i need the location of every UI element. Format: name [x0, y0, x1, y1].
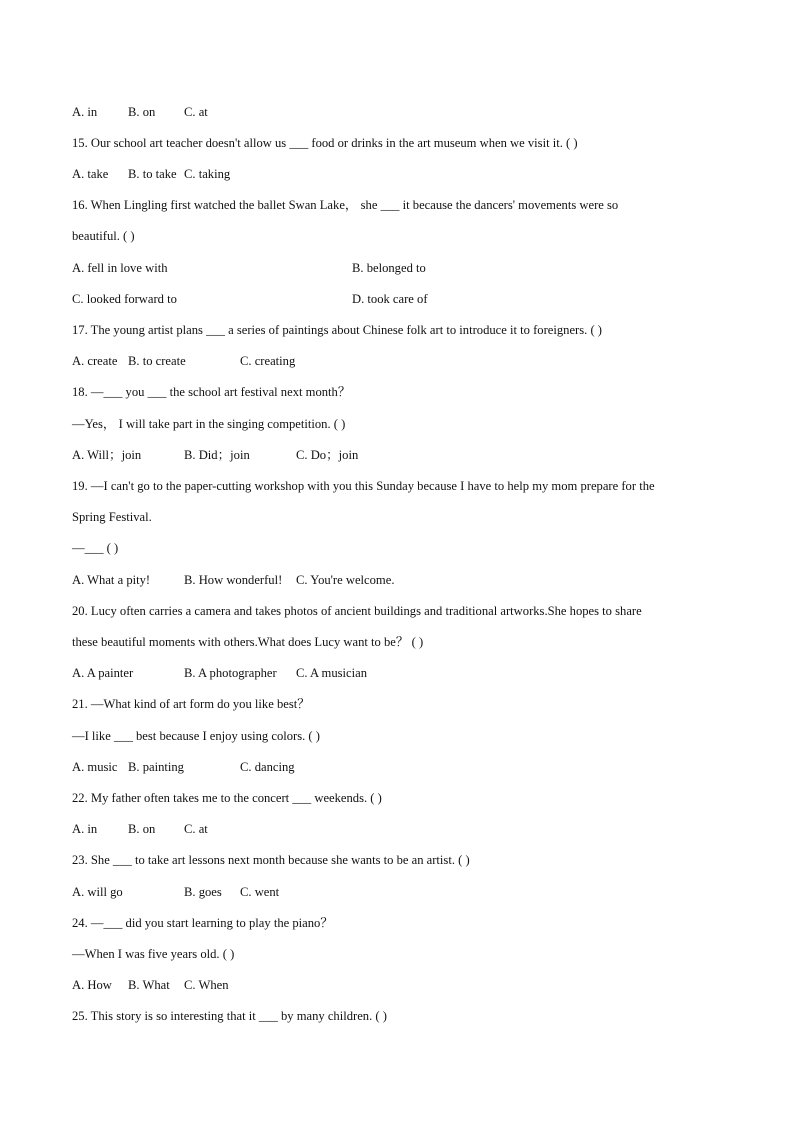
question-stem-continued: —When I was five years old. ( ) — [72, 947, 235, 961]
option-b: B. goes — [184, 885, 222, 899]
question-stem: 16. When Lingling first watched the ballet Swan Lake， she ___ it because the dancers' movements were so — [72, 198, 619, 212]
option-a: A. will go — [72, 885, 123, 899]
question-stem: 23. She ___ to take art lessons next month because she wants to be an artist. ( ) — [72, 853, 470, 867]
question-stem-continued: beautiful. ( ) — [72, 229, 135, 243]
option-b: B. A photographer — [184, 666, 277, 680]
option-a: A. take — [72, 167, 109, 181]
question-stem: 18. —___ you ___ the school art festival next month？ — [72, 385, 351, 399]
option-a: A. Will；join — [72, 448, 142, 462]
option-b: B. What — [128, 978, 170, 992]
question-stem: 21. —What kind of art form do you like best？ — [72, 697, 310, 711]
option-a: A. create — [72, 354, 118, 368]
option-a: A. music — [72, 760, 118, 774]
question-stem: 22. My father often takes me to the concert ___ weekends. ( ) — [72, 791, 382, 805]
option-a: A. in — [72, 105, 98, 119]
question-stem-continued: —Yes， I will take part in the singing competition. ( ) — [72, 417, 346, 431]
question-stem-continued: —I like ___ best because I enjoy using colors. ( ) — [72, 729, 320, 743]
question-stem: 17. The young artist plans ___ a series of paintings about Chinese folk art to introduce it to foreigners. ( ) — [72, 323, 602, 337]
option-b: B. Did；join — [184, 448, 250, 462]
option-b: B. on — [128, 105, 156, 119]
question-response: —___ ( ) — [72, 541, 119, 555]
option-c: C. went — [240, 885, 280, 899]
option-d: D. took care of — [352, 292, 428, 306]
option-b: B. on — [128, 822, 156, 836]
option-c: C. looked forward to — [72, 292, 177, 306]
question-stem: 19. —I can't go to the paper-cutting workshop with you this Sunday because I have to help my mom prepare for the — [72, 479, 655, 493]
question-stem: 25. This story is so interesting that it ___ by many children. ( ) — [72, 1009, 387, 1023]
question-stem-continued: these beautiful moments with others.What does Lucy want to be？ ( ) — [72, 635, 424, 649]
option-c: C. at — [184, 822, 208, 836]
option-c: C. creating — [240, 354, 296, 368]
option-c: C. A musician — [296, 666, 368, 680]
option-b: B. to take — [128, 167, 177, 181]
option-a: A. fell in love with — [72, 261, 168, 275]
question-stem-continued: Spring Festival. — [72, 510, 152, 524]
option-b: B. to create — [128, 354, 186, 368]
option-c: C. Do；join — [296, 448, 359, 462]
option-b: B. painting — [128, 760, 184, 774]
option-c: C. dancing — [240, 760, 295, 774]
option-a: A. in — [72, 822, 98, 836]
option-c: C. taking — [184, 167, 231, 181]
option-c: C. When — [184, 978, 229, 992]
option-a: A. A painter — [72, 666, 134, 680]
option-a: A. How — [72, 978, 112, 992]
question-stem: 20. Lucy often carries a camera and takes photos of ancient buildings and traditional artworks.She hopes to share — [72, 604, 642, 618]
question-stem: 15. Our school art teacher doesn't allow us ___ food or drinks in the art museum when we visit it. ( ) — [72, 136, 578, 150]
option-c: C. at — [184, 105, 208, 119]
question-stem: 24. —___ did you start learning to play the piano？ — [72, 916, 333, 930]
option-a: A. What a pity! — [72, 573, 151, 587]
option-b: B. How wonderful! — [184, 573, 283, 587]
option-b: B. belonged to — [352, 261, 426, 275]
option-c: C. You're welcome. — [296, 573, 395, 587]
